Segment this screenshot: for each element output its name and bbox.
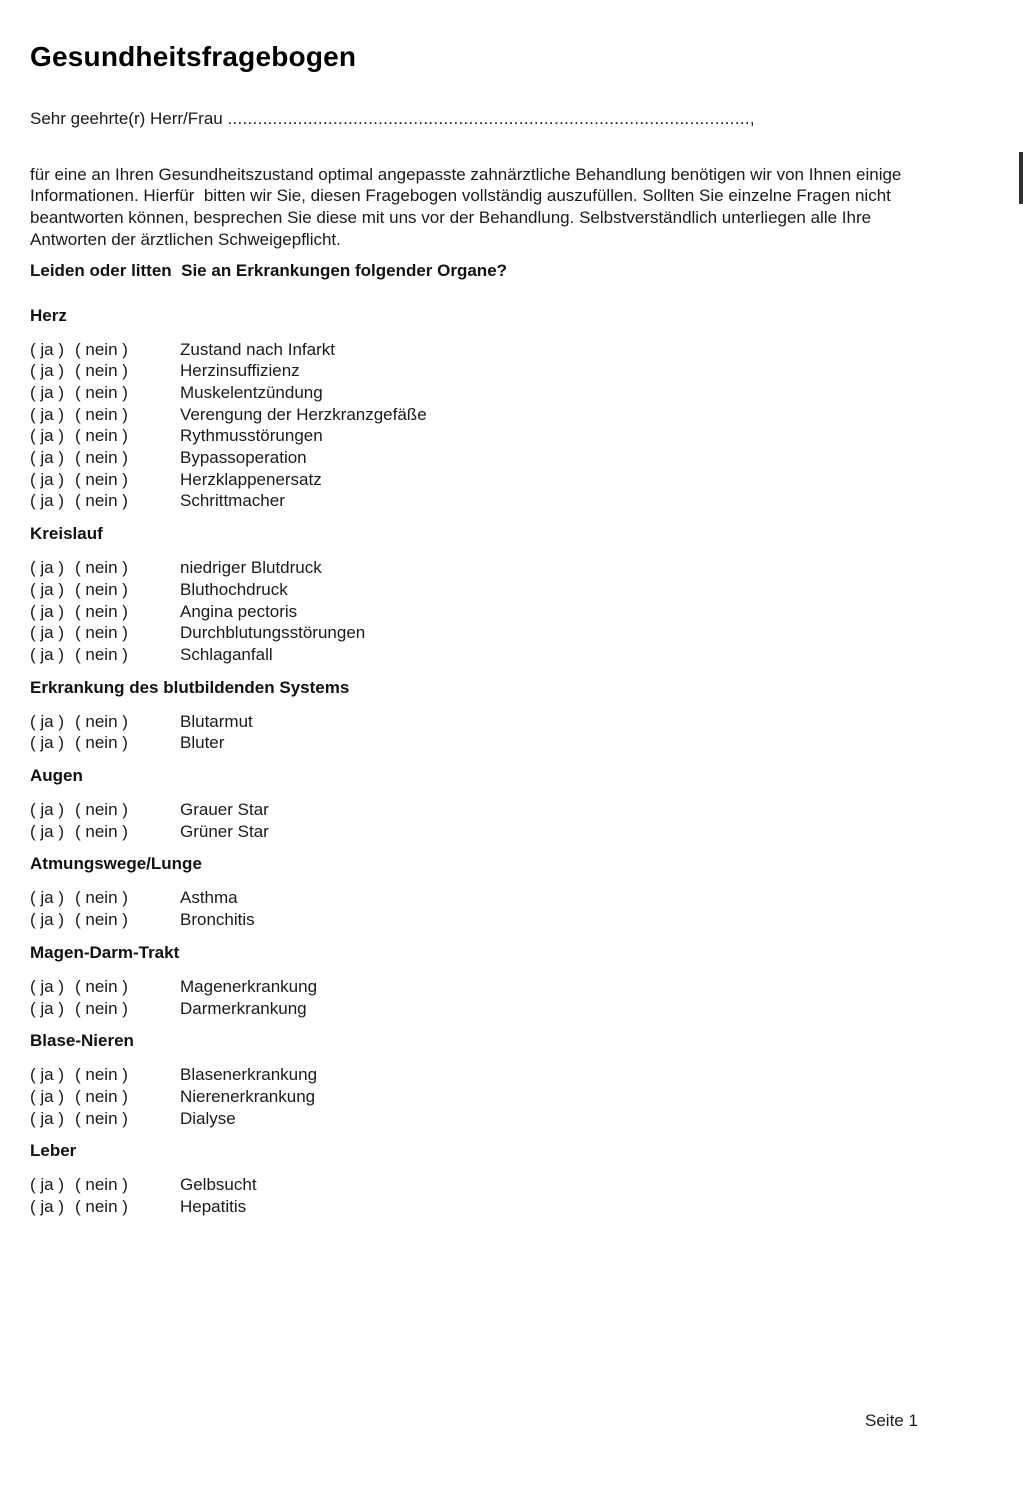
answer-ja-option[interactable]: ( ja ) (30, 800, 64, 820)
intro-line: für eine an Ihren Gesundheitszustand optimal angepasste zahnärztliche Behandlung benötigen wir von Ihnen einige (30, 164, 902, 184)
answer-nein-option[interactable]: ( nein ) (75, 644, 128, 664)
sections (30, 305, 1005, 1218)
question-row (30, 425, 1005, 447)
question-row (30, 404, 1005, 426)
answer-nein-option[interactable]: ( nein ) (75, 711, 128, 731)
answer-ja-option[interactable]: ( ja ) (30, 821, 64, 841)
answer-nein-option[interactable]: ( nein ) (75, 404, 128, 424)
answer-ja-option[interactable]: ( ja ) (30, 404, 64, 424)
answer-nein-option[interactable]: ( nein ) (75, 800, 128, 820)
answer-nein-option[interactable]: ( nein ) (75, 558, 128, 578)
answer-ja-option[interactable]: ( ja ) (30, 601, 64, 621)
question-row (30, 732, 1005, 754)
salutation-line (30, 108, 1005, 130)
question-label: Bluthochdruck (180, 579, 288, 599)
answer-nein-option[interactable]: ( nein ) (75, 1175, 128, 1195)
question-label: Hepatitis (180, 1197, 247, 1217)
answer-nein-option[interactable]: ( nein ) (75, 1065, 128, 1085)
organ-section (30, 305, 1005, 513)
answer-ja-option[interactable]: ( ja ) (30, 448, 64, 468)
answer-ja-option[interactable]: ( ja ) (30, 361, 64, 381)
section-title: Kreislauf (30, 524, 103, 544)
question-label: Rythmusstörungen (180, 426, 323, 446)
answer-nein-option[interactable]: ( nein ) (75, 1086, 128, 1106)
answer-nein-option[interactable]: ( nein ) (75, 382, 128, 402)
question-row (30, 1196, 1005, 1218)
salutation-label: Sehr geehrte(r) Herr/Frau (30, 109, 228, 128)
question-row (30, 601, 1005, 623)
answer-ja-option[interactable]: ( ja ) (30, 888, 64, 908)
answer-nein-option[interactable]: ( nein ) (75, 910, 128, 930)
section-title: Herz (30, 305, 67, 325)
question-row (30, 360, 1005, 382)
question-row (30, 711, 1005, 733)
question-label: Angina pectoris (180, 601, 298, 621)
intro-line: Informationen. Hierfür bitten wir Sie, diesen Fragebogen vollständig auszufüllen. Sollten Sie einzelne Fragen nicht (30, 186, 891, 206)
question-row (30, 339, 1005, 361)
question-row (30, 644, 1005, 666)
question-label: Herzklappenersatz (180, 469, 322, 489)
answer-ja-option[interactable]: ( ja ) (30, 623, 64, 643)
answer-ja-option[interactable]: ( ja ) (30, 469, 64, 489)
question-heading: Leiden oder litten Sie an Erkrankungen folgender Organe? (30, 260, 508, 280)
answer-nein-option[interactable]: ( nein ) (75, 821, 128, 841)
section-title: Blase-Nieren (30, 1031, 134, 1051)
question-row (30, 1108, 1005, 1130)
question-label: niedriger Blutdruck (180, 558, 322, 578)
answer-nein-option[interactable]: ( nein ) (75, 339, 128, 359)
question-row (30, 976, 1005, 998)
question-label: Schlaganfall (180, 644, 273, 664)
page-title: Gesundheitsfragebogen (30, 41, 357, 72)
answer-nein-option[interactable]: ( nein ) (75, 361, 128, 381)
answer-ja-option[interactable]: ( ja ) (30, 998, 64, 1018)
question-label: Bronchitis (180, 910, 255, 930)
question-row (30, 622, 1005, 644)
answer-ja-option[interactable]: ( ja ) (30, 339, 64, 359)
intro-paragraph (30, 164, 1005, 251)
answer-nein-option[interactable]: ( nein ) (75, 601, 128, 621)
question-row (30, 799, 1005, 821)
answer-nein-option[interactable]: ( nein ) (75, 469, 128, 489)
question-label: Nierenerkrankung (180, 1086, 316, 1106)
answer-ja-option[interactable]: ( ja ) (30, 579, 64, 599)
question-row (30, 998, 1005, 1020)
answer-nein-option[interactable]: ( nein ) (75, 426, 128, 446)
answer-nein-option[interactable]: ( nein ) (75, 623, 128, 643)
answer-ja-option[interactable]: ( ja ) (30, 1197, 64, 1217)
organ-section (30, 677, 1005, 754)
answer-nein-option[interactable]: ( nein ) (75, 888, 128, 908)
question-label: Darmerkrankung (180, 998, 307, 1018)
answer-ja-option[interactable]: ( ja ) (30, 491, 64, 511)
section-title: Magen-Darm-Trakt (30, 942, 180, 962)
question-label: Durchblutungsstörungen (180, 623, 366, 643)
question-label: Dialyse (180, 1108, 236, 1128)
question-label: Grüner Star (180, 821, 269, 841)
section-title: Augen (30, 766, 83, 786)
question-row (30, 909, 1005, 931)
answer-ja-option[interactable]: ( ja ) (30, 1108, 64, 1128)
answer-nein-option[interactable]: ( nein ) (75, 448, 128, 468)
page-number: Seite 1 (865, 1411, 918, 1430)
question-label: Blutarmut (180, 711, 253, 731)
question-label: Blasenerkrankung (180, 1065, 318, 1085)
organ-section (30, 942, 1005, 1019)
answer-nein-option[interactable]: ( nein ) (75, 491, 128, 511)
intro-line: Antworten der ärztlichen Schweigepflicht. (30, 229, 341, 249)
question-label: Grauer Star (180, 800, 269, 820)
question-row (30, 490, 1005, 512)
question-row (30, 821, 1005, 843)
organ-section (30, 1030, 1005, 1129)
answer-ja-option[interactable]: ( ja ) (30, 711, 64, 731)
answer-ja-option[interactable]: ( ja ) (30, 1065, 64, 1085)
section-title: Atmungswege/Lunge (30, 854, 202, 874)
question-row (30, 1064, 1005, 1086)
question-row (30, 1086, 1005, 1108)
question-row (30, 382, 1005, 404)
question-label: Muskelentzündung (180, 382, 323, 402)
question-row (30, 887, 1005, 909)
answer-nein-option[interactable]: ( nein ) (75, 976, 128, 996)
answer-ja-option[interactable]: ( ja ) (30, 910, 64, 930)
question-label: Asthma (180, 888, 238, 908)
question-label: Magenerkrankung (180, 976, 318, 996)
question-label: Gelbsucht (180, 1175, 257, 1195)
question-label: Herzinsuffizienz (180, 361, 300, 381)
answer-nein-option[interactable]: ( nein ) (75, 1197, 128, 1217)
scrollbar-thumb[interactable] (1019, 152, 1023, 204)
answer-ja-option[interactable]: ( ja ) (30, 382, 64, 402)
question-row (30, 469, 1005, 491)
intro-line: beantworten können, besprechen Sie diese mit uns vor der Behandlung. Selbstverständlich unterliegen alle Ihre (30, 208, 872, 228)
organ-section (30, 765, 1005, 842)
organ-section (30, 1140, 1005, 1217)
question-row (30, 447, 1005, 469)
name-fill-in-line[interactable]: ........................................................................................................, (227, 109, 755, 128)
question-row (30, 557, 1005, 579)
question-row (30, 579, 1005, 601)
question-label: Bluter (180, 733, 225, 753)
answer-nein-option[interactable]: ( nein ) (75, 998, 128, 1018)
question-label: Bypassoperation (180, 448, 307, 468)
question-label: Zustand nach Infarkt (180, 339, 335, 359)
section-title: Leber (30, 1141, 77, 1161)
question-label: Verengung der Herzkranzgefäße (180, 404, 427, 424)
answer-nein-option[interactable]: ( nein ) (75, 1108, 128, 1128)
answer-ja-option[interactable]: ( ja ) (30, 976, 64, 996)
answer-nein-option[interactable]: ( nein ) (75, 579, 128, 599)
answer-ja-option[interactable]: ( ja ) (30, 558, 64, 578)
organ-section (30, 523, 1005, 666)
answer-ja-option[interactable]: ( ja ) (30, 644, 64, 664)
answer-ja-option[interactable]: ( ja ) (30, 733, 64, 753)
answer-ja-option[interactable]: ( ja ) (30, 426, 64, 446)
answer-ja-option[interactable]: ( ja ) (30, 1175, 64, 1195)
organ-section (30, 853, 1005, 930)
question-row (30, 1174, 1005, 1196)
question-label: Schrittmacher (180, 491, 285, 511)
section-title: Erkrankung des blutbildenden Systems (30, 677, 350, 697)
answer-ja-option[interactable]: ( ja ) (30, 1086, 64, 1106)
answer-nein-option[interactable]: ( nein ) (75, 733, 128, 753)
